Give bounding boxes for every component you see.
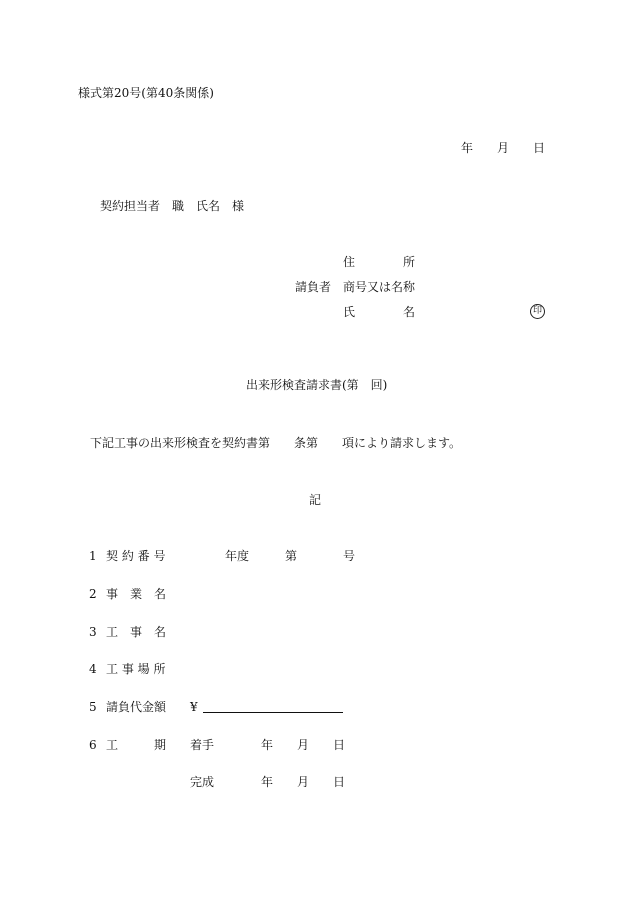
item-6-start-month: 月 xyxy=(297,738,310,752)
contractor-label: 請負者 xyxy=(295,280,332,294)
item-1-dai: 第 xyxy=(285,549,298,563)
item-5-label: 請負代金額 xyxy=(106,700,167,714)
item-4-number: 4 xyxy=(89,662,97,676)
item-1-fiscal-year: 年度 xyxy=(225,549,250,563)
ki-heading: 記 xyxy=(309,493,322,507)
date-month: 月 xyxy=(497,141,510,155)
contractor-address-label: 住 所 xyxy=(343,255,416,269)
item-1-number: 1 xyxy=(89,549,97,563)
item-6-number: 6 xyxy=(89,738,97,752)
item-6-end-month: 月 xyxy=(297,775,310,789)
item-5-number: 5 xyxy=(89,700,97,714)
item-6-label: 工 期 xyxy=(106,738,167,752)
form-number: 様式第20号(第40条関係) xyxy=(78,86,214,100)
item-2-number: 2 xyxy=(89,587,97,601)
item-2-label: 事 業 名 xyxy=(106,587,167,601)
item-5-yen: ¥ xyxy=(190,700,198,714)
item-4-label: 工 事 場 所 xyxy=(106,662,166,676)
body-text: 下記工事の出来形検査を契約書第 条第 項により請求します。 xyxy=(90,436,462,450)
addressee: 契約担当者 職 氏名 様 xyxy=(100,199,245,213)
item-3-number: 3 xyxy=(89,625,97,639)
date-day: 日 xyxy=(533,141,546,155)
date-year: 年 xyxy=(461,141,474,155)
contractor-company-label: 商号又は名称 xyxy=(343,280,416,294)
item-6-end-year: 年 xyxy=(261,775,274,789)
contractor-name-label: 氏 名 xyxy=(343,305,416,319)
item-6-start: 着手 xyxy=(190,738,215,752)
document-title: 出来形検査請求書(第 回) xyxy=(246,378,388,392)
item-6-start-day: 日 xyxy=(333,738,346,752)
item-3-label: 工 事 名 xyxy=(106,625,167,639)
item-6-end: 完成 xyxy=(190,775,215,789)
item-6-end-day: 日 xyxy=(333,775,346,789)
item-1-go: 号 xyxy=(343,549,356,563)
item-1-label: 契 約 番 号 xyxy=(106,549,166,563)
seal-icon: 印 xyxy=(530,304,545,319)
amount-underline xyxy=(203,712,343,713)
item-6-start-year: 年 xyxy=(261,738,274,752)
